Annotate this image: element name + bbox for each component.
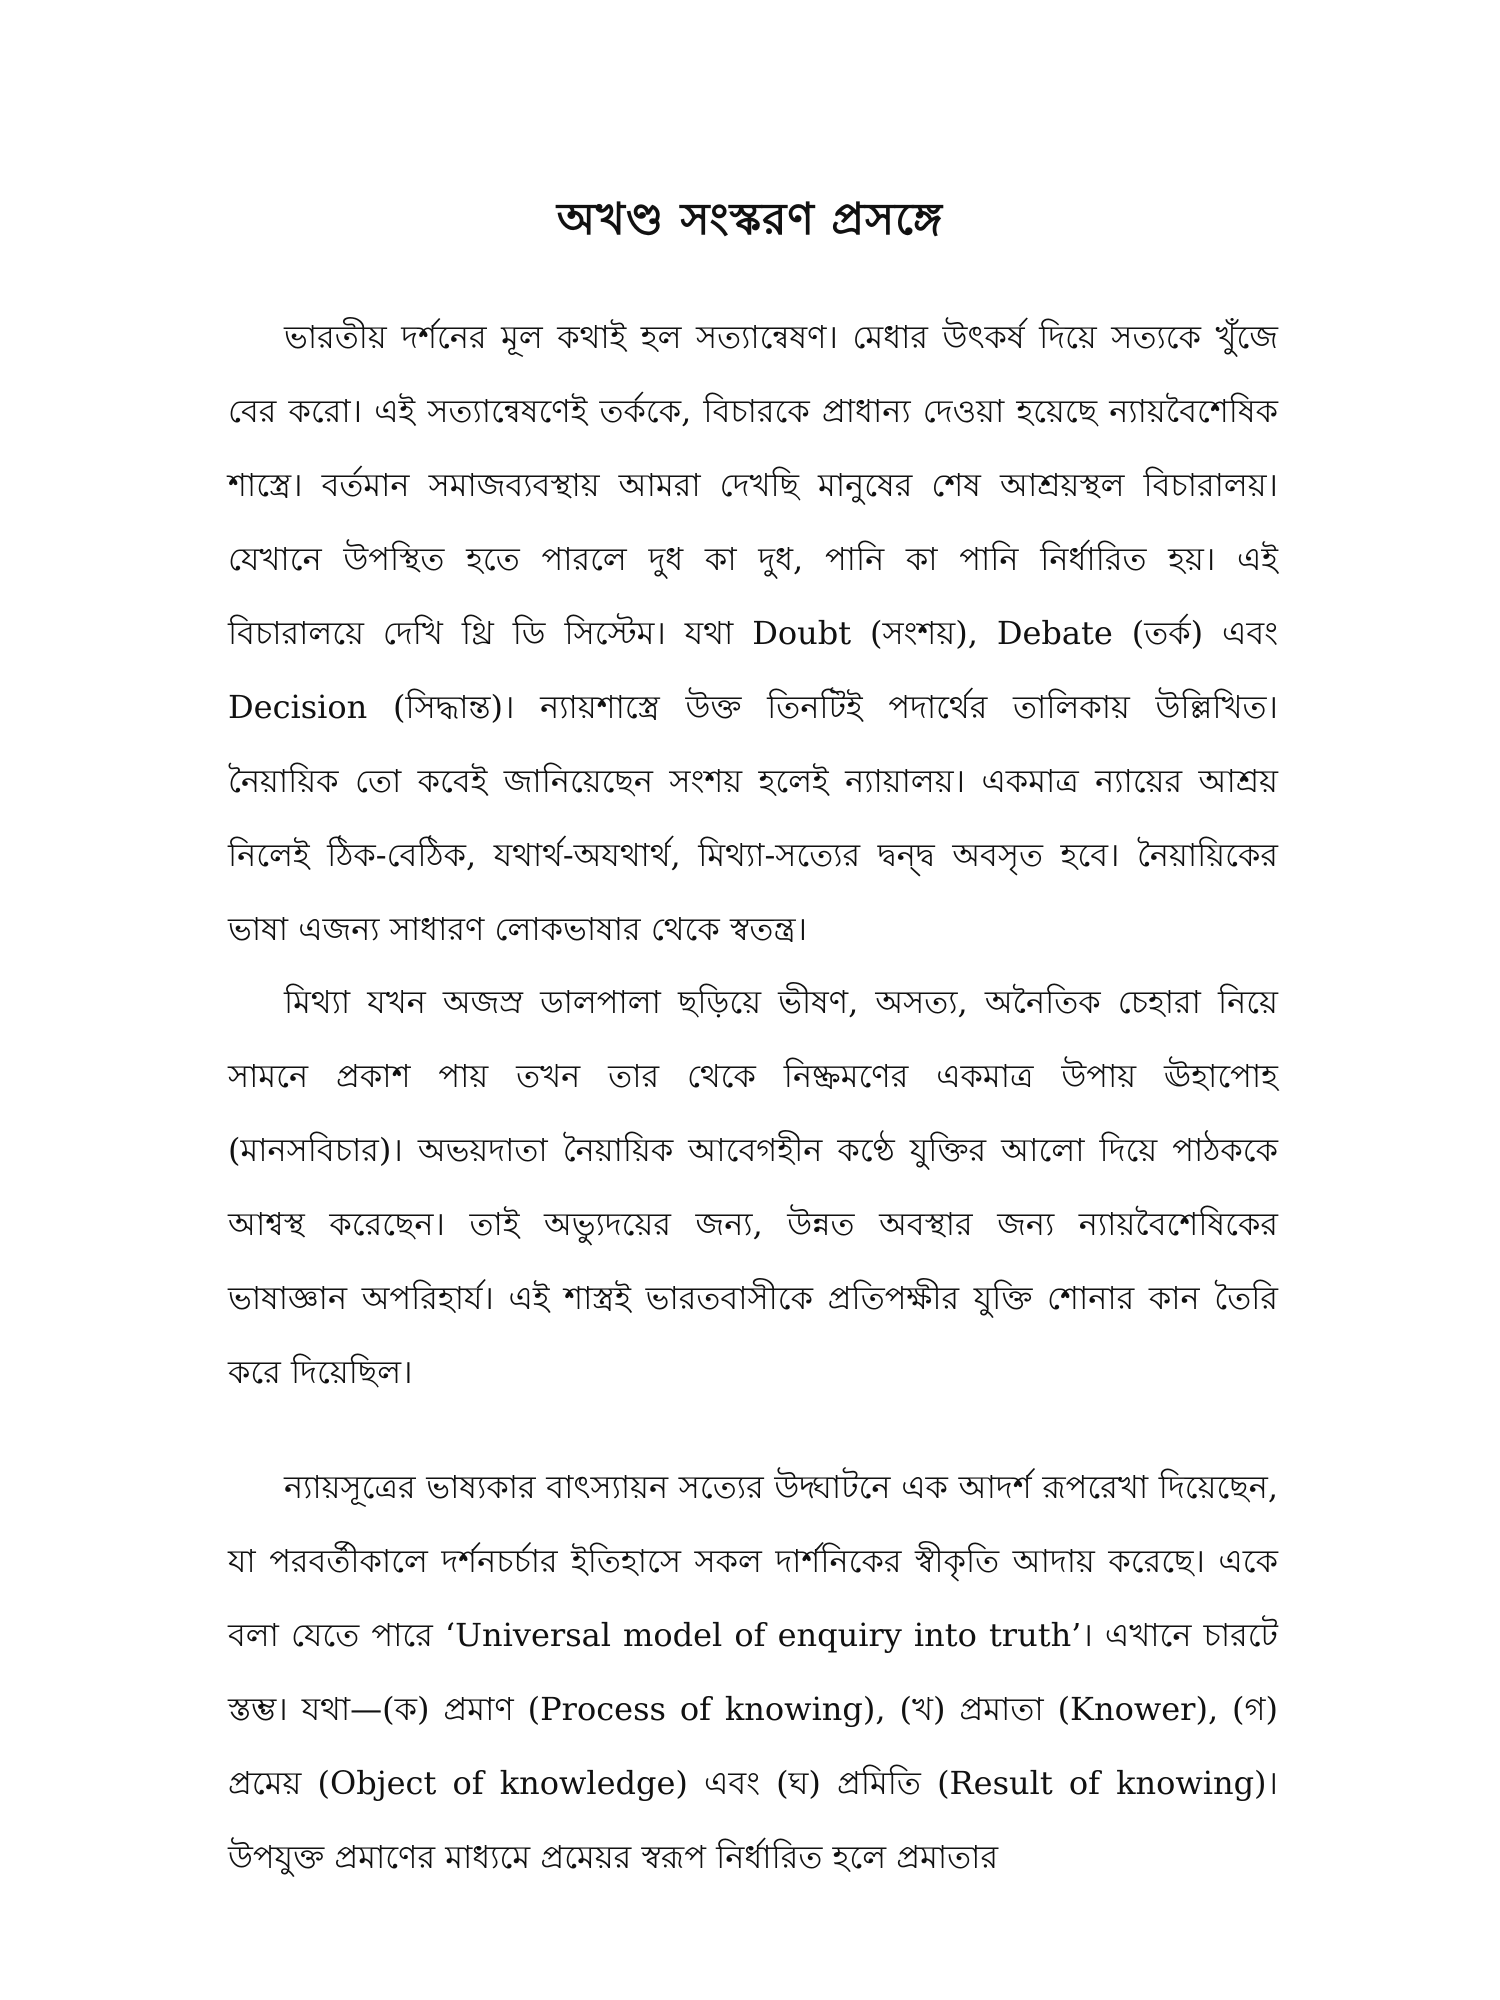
paragraph-1-container — [228, 300, 1278, 966]
paragraph-1: ভারতীয় দর্শনের মূল কথাই হল সত্যান্বেষণ। মেধার উৎকর্ষ দিয়ে সত্যকে খুঁজে বের করো। এই সত্যান্বেষণেই তর্ককে, বিচারকে প্রাধান্য দেওয়া হয়েছে ন্যায়বৈশেষিক শাস্ত্রে। বর্তমান সমাজব্যবস্থায় আমরা দেখছি মানুষের শেষ আশ্রয়স্থল বিচারালয়। যেখানে উপস্থিত হতে পারলে দুধ কা দুধ, পানি কা পানি নির্ধারিত হয়। এই বিচারালয়ে দেখি থ্রি ডি সিস্টেম। যথা Doubt (সংশয়), Debate (তর্ক) এবং Decision (সিদ্ধান্ত)। ন্যায়শাস্ত্রে উক্ত তিনটিই পদার্থের তালিকায় উল্লিখিত। নৈয়ায়িক তো কবেই জানিয়েছেন সংশয় হলেই ন্যায়ালয়। একমাত্র ন্যায়ের আশ্রয় নিলেই ঠিক-বেঠিক, যথার্থ-অযথার্থ, মিথ্যা-সত্যের দ্বন্দ্ব অবসৃত হবে। নৈয়ায়িকের ভাষা এজন্য সাধারণ লোকভাষার থেকে স্বতন্ত্র। — [228, 318, 1278, 948]
paragraph-2-container — [228, 965, 1278, 1409]
page-title: অখণ্ড সংস্করণ প্রসঙ্গে — [556, 194, 944, 245]
paragraph-3: ন্যায়সূত্রের ভাষ্যকার বাৎস্যায়ন সত্যের উদ্ঘাটনে এক আদর্শ রূপরেখা দিয়েছেন, যা পরবর্তীকালে দর্শনচর্চার ইতিহাসে সকল দার্শনিকের স্বীকৃতি আদায় করেছে। একে বলা যেতে পারে ‘Universal model of enquiry into truth’। এখানে চারটে স্তম্ভ। যথা—(ক) প্রমাণ (Process of knowing), (খ) প্রমাতা (Knower), (গ) প্রমেয় (Object of knowledge) এবং (ঘ) প্রমিতি (Result of knowing)। উপযুক্ত প্রমাণের মাধ্যমে প্রমেয়র স্বরূপ নির্ধারিত হলে প্রমাতার — [228, 1468, 1278, 1876]
paragraph-2: মিথ্যা যখন অজস্র ডালপালা ছড়িয়ে ভীষণ, অসত্য, অনৈতিক চেহারা নিয়ে সামনে প্রকাশ পায় তখন তার থেকে নিষ্ক্রমণের একমাত্র উপায় ঊহাপোহ (মানসবিচার)। অভয়দাতা নৈয়ায়িক আবেগহীন কণ্ঠে যুক্তির আলো দিয়ে পাঠককে আশ্বস্থ করেছেন। তাই অভ্যুদয়ের জন্য, উন্নত অবস্থার জন্য ন্যায়বৈশেষিকের ভাষাজ্ঞান অপরিহার্য। এই শাস্ত্রই ভারতবাসীকে প্রতিপক্ষীর যুক্তি শোনার কান তৈরি করে দিয়েছিল। — [228, 983, 1278, 1391]
paragraph-3-container — [228, 1450, 1278, 1894]
